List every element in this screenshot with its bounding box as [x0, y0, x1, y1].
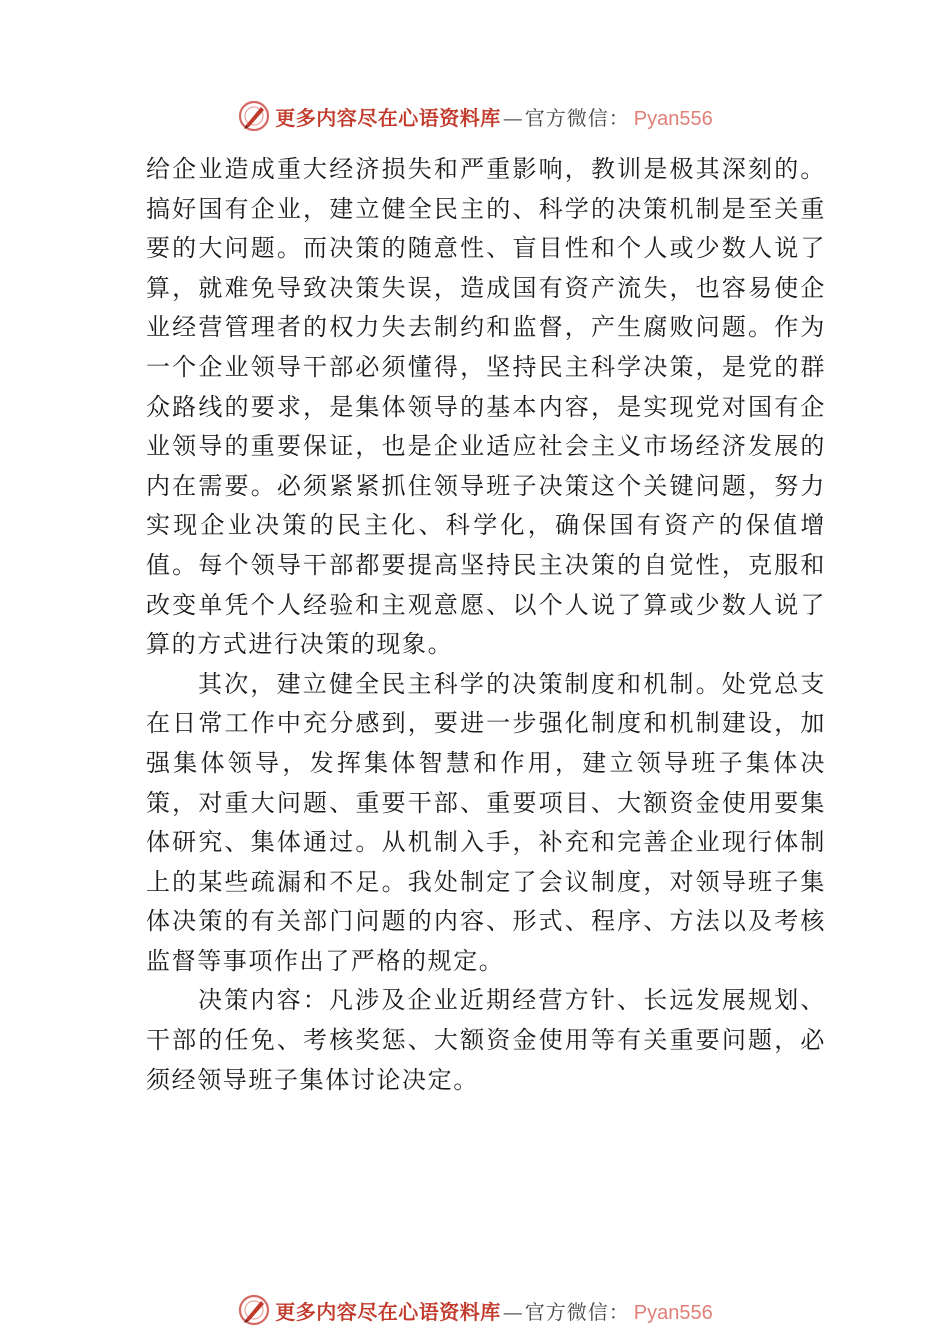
- paragraph-continuation: 给企业造成重大经济损失和严重影响，教训是极其深刻的。 搞好国有企业，建立健全民主的、科学的决策机制是至关重要的大问题。而决策的随意性、盲目性和个人或少数人说了算，就难免导致决策失误，造成国有资产流失，也容易使企业经营管理者的权力失去制约和监督，产生腐败问题。作为一个企业领导干部必须懂得，坚持民主科学决策，是党的群众路线的要求，是集体领导的基本内容，是实现党对国有企业领导的重要保证，也是企业适应社会主义市场经济发展的内在需要。必须紧紧抓住领导班子决策这个关键问题，努力实现企业决策的民主化、科学化，确保国有资产的保值增值。每个领导干部都要提高坚持民主决策的自觉性，克服和改变单凭个人经验和主观意愿、以个人说了算或少数人说了算的方式进行决策的现象。: [146, 155, 826, 659]
- paragraph-decision-content: 决策内容：凡涉及企业近期经营方针、长远发展规划、干部的任免、考核奖惩、大额资金使用等有关重要问题，必须经领导班子集体讨论决定。: [146, 986, 826, 1094]
- footer-banner: [0, 1290, 950, 1330]
- wechat-account: Pyan556: [633, 107, 713, 130]
- header-banner: [0, 96, 950, 136]
- wechat-label: 官方微信：: [524, 1299, 630, 1324]
- paragraph-decision-mechanism: 其次，建立健全民主科学的决策制度和机制。处党总支在日常工作中充分感到，要进一步强化制度和机制建设，加强集体领导，发挥集体智慧和作用，建立领导班子集体决策，对重大问题、重要干部、重要项目、大额资金使用要集体研究、集体通过。从机制入手，补充和完善企业现行体制上的某些疏漏和不足。我处制定了会议制度，对领导班子集体决策的有关部门问题的内容、形式、程序、方法以及考核监督等事项作出了严格的规定。: [146, 669, 826, 975]
- banner-dash: —: [502, 105, 523, 130]
- library-brand-text: 更多内容尽在心语资料库: [275, 105, 501, 130]
- library-brand-text: 更多内容尽在心语资料库: [275, 1299, 501, 1324]
- wechat-label: 官方微信：: [524, 105, 630, 130]
- wechat-account: Pyan556: [633, 1301, 713, 1324]
- pen-logo-icon: [237, 1293, 271, 1327]
- banner-dash: —: [502, 1299, 523, 1324]
- pen-logo-icon: [237, 99, 271, 133]
- document-body: [146, 150, 826, 1100]
